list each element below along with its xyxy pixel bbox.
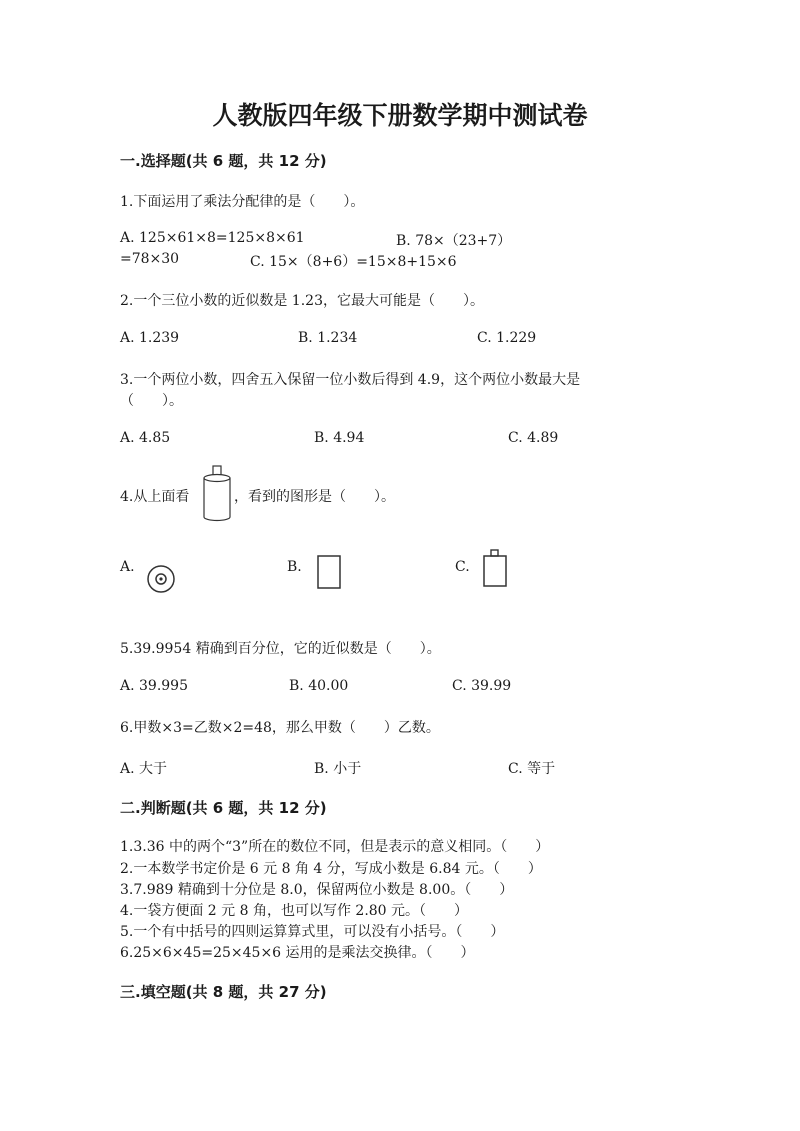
question-3-stem-line-2: （ ）。 (120, 393, 183, 409)
question-4-option-b: B. (287, 559, 302, 575)
question-3-option-c: C. 4.89 (508, 430, 559, 446)
question-2-stem: 2.一个三位小数的近似数是 1.23，它最大可能是（ ）。 (120, 293, 484, 309)
question-5-option-b: B. 40.00 (289, 678, 349, 694)
question-5-stem: 5.39.9954 精确到百分位，它的近似数是（ ）。 (120, 641, 441, 657)
question-2-option-b: B. 1.234 (298, 330, 358, 346)
rectangle-icon (316, 554, 344, 592)
section-heading-fill: 三.填空题(共 8 题，共 27 分) (120, 983, 327, 1001)
page-title: 人教版四年级下册数学期中测试卷 (212, 101, 588, 130)
concentric-circles-icon (145, 563, 177, 595)
question-6-option-a: A. 大于 (120, 761, 168, 777)
question-5-option-a: A. 39.995 (120, 678, 188, 694)
question-1-stem: 1.下面运用了乘法分配律的是（ ）。 (120, 194, 365, 210)
judge-item-2: 2.一本数学书定价是 6 元 8 角 4 分，写成小数是 6.84 元。（ ） (120, 861, 542, 877)
section-heading-choice: 一.选择题(共 6 题，共 12 分) (120, 152, 327, 170)
question-6-option-c: C. 等于 (508, 761, 556, 777)
cylinder-icon (202, 465, 232, 523)
question-3-option-b: B. 4.94 (314, 430, 365, 446)
section-heading-judge: 二.判断题(共 6 题，共 12 分) (120, 799, 327, 817)
question-2-option-c: C. 1.229 (477, 330, 537, 346)
question-4-stem-end: ，看到的图形是（ ）。 (234, 489, 395, 505)
judge-item-4: 4.一袋方便面 2 元 8 角，也可以写作 2.80 元。（ ） (120, 903, 469, 919)
question-4-option-c: C. (455, 559, 470, 575)
question-1-option-a: A. 125×61×8=125×8×61 (120, 230, 305, 246)
judge-item-1: 1.3.36 中的两个“3”所在的数位不同，但是表示的意义相同。（ ） (120, 839, 550, 855)
rectangle-with-tab-icon (482, 548, 510, 590)
question-3-option-a: A. 4.85 (120, 430, 171, 446)
question-6-stem: 6.甲数×3=乙数×2=48，那么甲数（ ）乙数。 (120, 720, 440, 736)
question-1-option-c: C. 15×（8+6）=15×8+15×6 (250, 254, 457, 270)
judge-item-6: 6.25×6×45=25×45×6 运用的是乘法交换律。（ ） (120, 945, 475, 961)
question-2-option-a: A. 1.239 (120, 330, 180, 346)
question-6-option-b: B. 小于 (314, 761, 362, 777)
question-1-option-b: B. 78×（23+7） (396, 233, 512, 249)
question-4-option-a: A. (120, 559, 135, 575)
question-1-option-b-continued: =78×30 (120, 251, 180, 267)
question-5-option-c: C. 39.99 (452, 678, 512, 694)
judge-item-5: 5.一个有中括号的四则运算算式里，可以没有小括号。（ ） (120, 924, 505, 940)
question-3-stem-line-1: 3.一个两位小数，四舍五入保留一位小数后得到 4.9，这个两位小数最大是 (120, 372, 581, 388)
judge-item-3: 3.7.989 精确到十分位是 8.0，保留两位小数是 8.00。（ ） (120, 882, 514, 898)
question-4-stem-start: 4.从上面看 (120, 489, 190, 505)
